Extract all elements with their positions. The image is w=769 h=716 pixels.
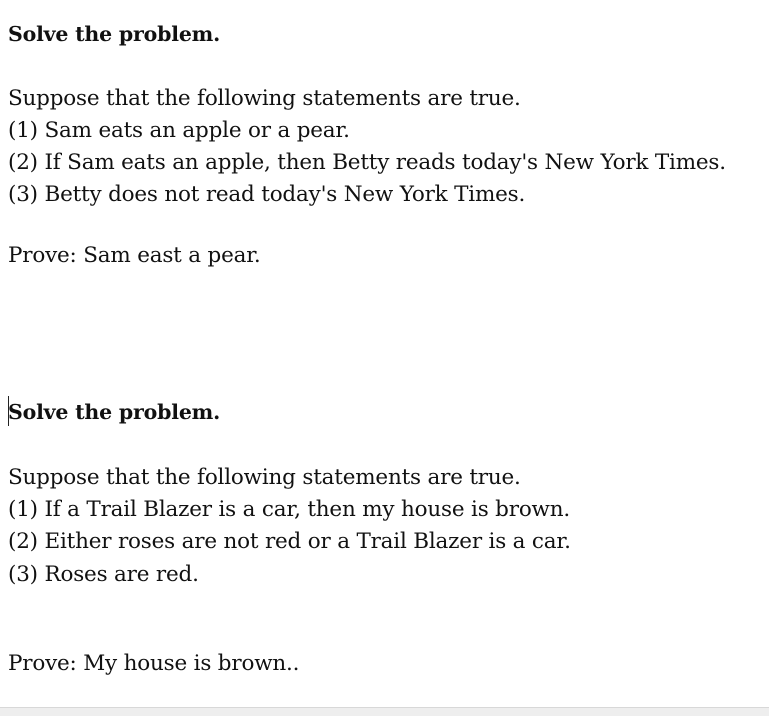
problem-1-heading: Solve the problem. [8, 22, 221, 46]
problem-2-prove: Prove: My house is brown.. [8, 651, 300, 676]
problem-1-intro: Suppose that the following statements are true. [8, 86, 521, 111]
problem-2-statement-2: (2) Either roses are not red or a Trail Blazer is a car. [8, 529, 571, 554]
problem-1-statement-1: (1) Sam eats an apple or a pear. [8, 118, 350, 143]
problem-2-heading: Solve the problem. [8, 400, 221, 424]
bottom-scroll-area[interactable] [0, 707, 769, 716]
problem-2-statement-1: (1) If a Trail Blazer is a car, then my house is brown. [8, 497, 571, 522]
problem-2-intro: Suppose that the following statements are true. [8, 465, 521, 490]
problem-2-statement-3: (3) Roses are red. [8, 562, 199, 587]
problem-1-statement-3: (3) Betty does not read today's New York Times. [8, 182, 526, 207]
problem-1-statement-2: (2) If Sam eats an apple, then Betty reads today's New York Times. [8, 150, 726, 175]
problem-1-prove: Prove: Sam east a pear. [8, 243, 261, 268]
